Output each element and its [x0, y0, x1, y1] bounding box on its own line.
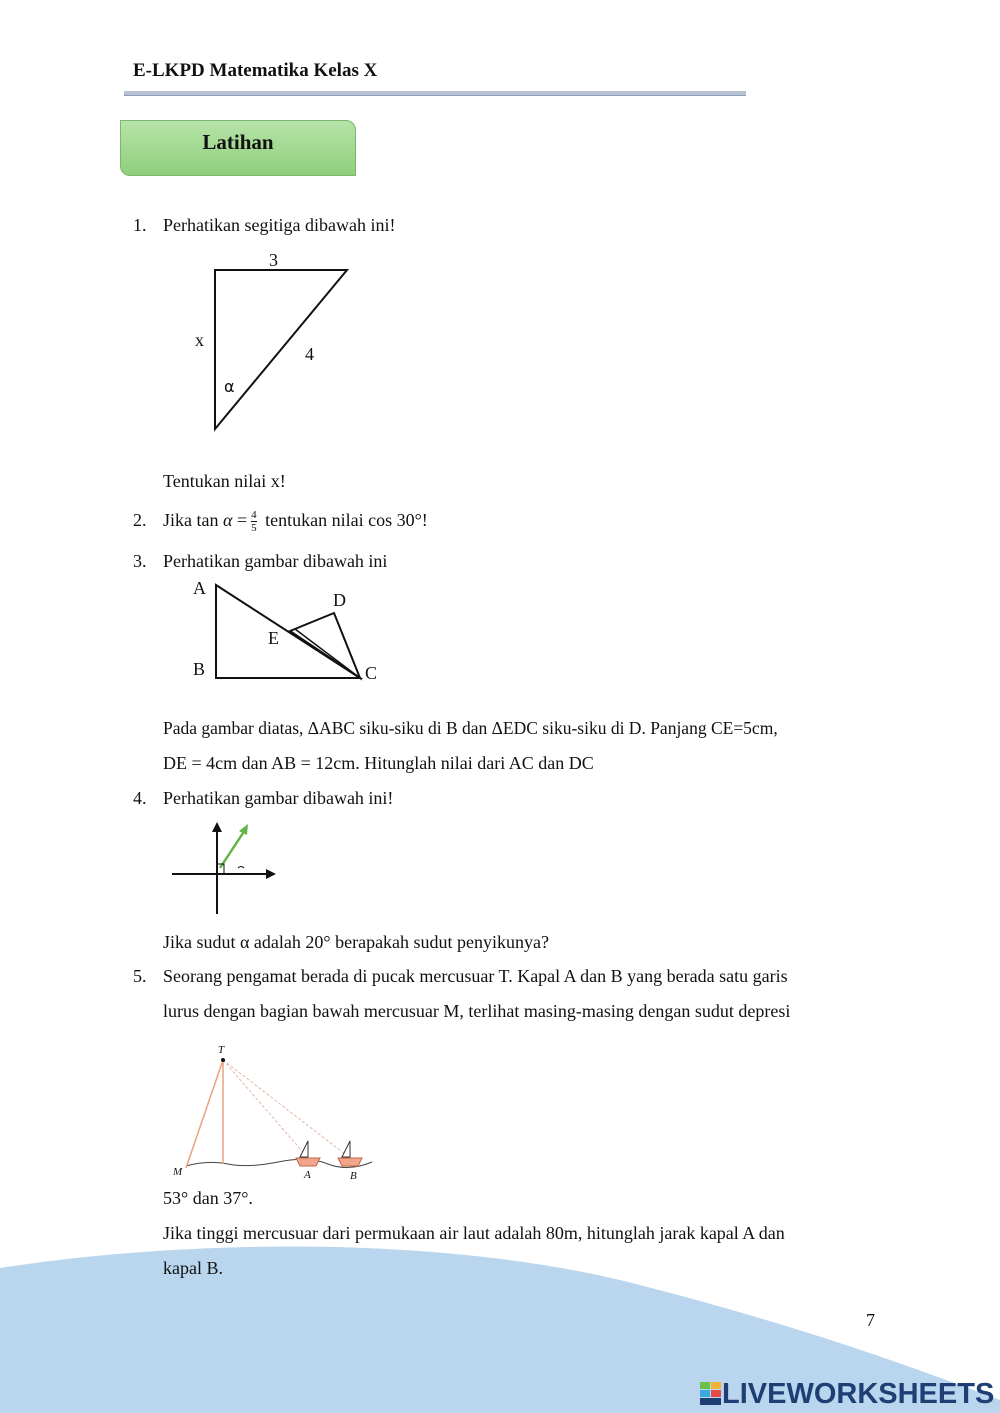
q4-x-arrow-icon	[266, 869, 276, 879]
liveworksheets-logo-icon	[700, 1382, 722, 1406]
q3-label-a: A	[193, 578, 206, 598]
q5-lighthouse-figure	[168, 1040, 380, 1190]
q5-number: 5.	[133, 966, 147, 986]
q5-line3: 53° dan 37°.	[163, 1188, 253, 1208]
q5-line5: kapal B.	[163, 1258, 223, 1278]
q2-suffix: tentukan nilai cos 30°!	[265, 510, 428, 530]
q3-text: Perhatikan gambar dibawah ini	[163, 551, 388, 571]
q1-label-left: x	[195, 330, 204, 350]
section-title: Latihan	[202, 130, 274, 154]
q3-label-e: E	[268, 628, 279, 648]
q2-number: 2.	[133, 510, 147, 530]
q1-label-hypotenuse: 4	[305, 344, 314, 364]
q5-label-b: B	[350, 1170, 357, 1182]
q2-fraction	[251, 509, 257, 534]
q3-label-b: B	[193, 659, 206, 679]
q5-boat-a-icon	[296, 1141, 320, 1166]
q5-label-m: M	[173, 1166, 183, 1178]
q5-sight-b	[223, 1060, 350, 1158]
q2-equals: =	[236, 510, 248, 530]
q1-label-angle: α	[224, 377, 235, 396]
q5-point-t	[221, 1058, 225, 1062]
q1-triangle-figure	[180, 248, 380, 438]
q3-triangle-edc	[290, 613, 360, 678]
q4-angle-arc	[238, 867, 244, 869]
q3-figure	[200, 575, 380, 690]
q5-line4: Jika tinggi mercusuar dari permukaan air laut adalah 80m, hitunglah jarak kapal A dan	[163, 1223, 785, 1243]
q5-label-a: A	[304, 1169, 311, 1181]
q2-frac-num: 4	[251, 509, 257, 522]
page-number: 7	[866, 1310, 875, 1330]
q3-line1: Pada gambar diatas, ΔABC siku-siku di B dan ΔEDC siku-siku di D. Panjang CE=5cm,	[163, 718, 778, 738]
q5-sight-a	[223, 1060, 308, 1158]
q5-line-tm	[186, 1060, 223, 1168]
q2-frac-den: 5	[251, 522, 257, 535]
q4-axes-figure	[168, 818, 280, 918]
q1-label-top: 3	[269, 250, 278, 270]
q2-text	[163, 503, 428, 537]
q3-label-c: C	[365, 663, 378, 683]
q4-number: 4.	[133, 788, 147, 808]
q1-triangle	[215, 270, 347, 429]
q2-alpha: α	[223, 510, 233, 530]
q1-number: 1.	[133, 215, 147, 235]
q3-number: 3.	[133, 551, 147, 571]
q5-line1: Seorang pengamat berada di pucak mercusuar T. Kapal A dan B yang berada satu garis	[163, 966, 788, 986]
q5-label-t: T	[218, 1044, 225, 1056]
q1-text: Perhatikan segitiga dibawah ini!	[163, 215, 396, 235]
q3-line2: DE = 4cm dan AB = 12cm. Hitunglah nilai dari AC dan DC	[163, 753, 594, 773]
header-divider	[124, 91, 746, 96]
q5-line2: lurus dengan bagian bawah mercusuar M, terlihat masing-masing dengan sudut depresi	[163, 1001, 791, 1021]
q4-y-arrow-icon	[212, 822, 222, 832]
q2-prefix: Jika tan	[163, 510, 219, 530]
q4-ask: Jika sudut α adalah 20° berapakah sudut penyikunya?	[163, 932, 550, 952]
q4-vector	[220, 830, 245, 868]
document-title: E-LKPD Matematika Kelas X	[133, 60, 378, 81]
liveworksheets-brand: LIVEWORKSHEETS	[722, 1378, 995, 1410]
q4-text: Perhatikan gambar dibawah ini!	[163, 788, 394, 808]
q1-ask: Tentukan nilai x!	[163, 471, 286, 491]
q5-boat-b-icon	[338, 1141, 362, 1166]
q3-label-d: D	[333, 590, 346, 610]
